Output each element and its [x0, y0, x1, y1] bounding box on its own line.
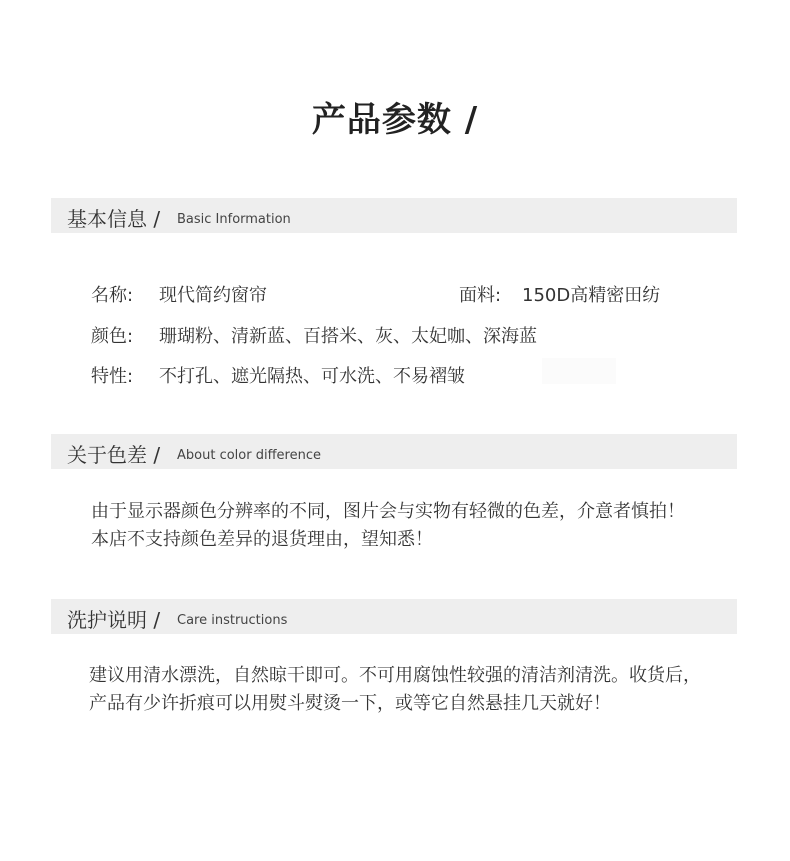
feature-label: 特性:: [91, 366, 134, 387]
section-title-cn: 洗护说明 /: [67, 608, 161, 632]
section-header-color-diff: [51, 434, 737, 469]
feature-value: 不打孔、遮光隔热、可水洗、不易褶皱: [159, 366, 465, 387]
care-line-1: 建议用清水漂洗，自然晾干即可。不可用腐蚀性较强的清洁剂清洗。收货后，: [89, 665, 701, 686]
section-title-cn: 基本信息 /: [67, 207, 161, 231]
name-value: 现代简约窗帘: [159, 285, 267, 306]
fabric-value: 150D高精密田纺: [522, 285, 661, 306]
section-title-cn: 关于色差 /: [67, 443, 161, 467]
name-row: [91, 281, 267, 307]
color-diff-line-2: 本店不支持颜色差异的退货理由，望知悉！: [91, 529, 433, 550]
fabric-row: [459, 281, 660, 307]
page-title-text: 产品参数 /: [311, 100, 479, 140]
care-text: [89, 662, 701, 718]
feature-row: [91, 362, 465, 388]
faint-placeholder: [542, 358, 616, 384]
color-diff-line-1: 由于显示器颜色分辨率的不同，图片会与实物有轻微的色差，介意者慎拍！: [91, 501, 685, 522]
color-value: 珊瑚粉、清新蓝、百搭米、灰、太妃咖、深海蓝: [159, 326, 537, 347]
care-line-2: 产品有少许折痕可以用熨斗熨烫一下，或等它自然悬挂几天就好！: [89, 693, 611, 714]
fabric-label: 面料:: [459, 285, 502, 306]
color-diff-text: [91, 498, 685, 554]
name-label: 名称:: [91, 285, 134, 306]
section-header-care: [51, 599, 737, 634]
page-title: [0, 92, 790, 141]
color-label: 颜色:: [91, 326, 134, 347]
section-title-en: Basic Information: [177, 212, 291, 227]
color-row: [91, 322, 537, 348]
section-title-en: Care instructions: [177, 613, 288, 628]
section-header-basic: [51, 198, 737, 233]
section-title-en: About color difference: [177, 448, 321, 463]
